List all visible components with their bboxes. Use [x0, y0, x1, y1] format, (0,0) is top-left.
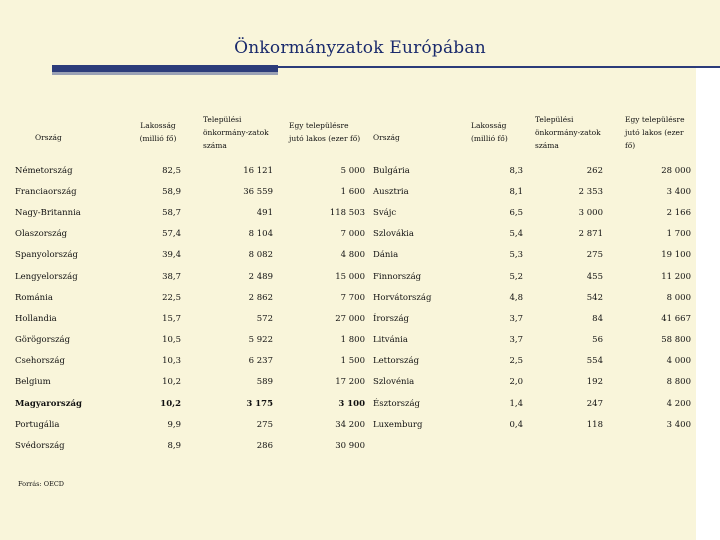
- right-municipalities-cell: 2 871: [578, 229, 603, 240]
- right-population-cell: 3,7: [509, 313, 523, 324]
- table-row: [13, 287, 693, 308]
- left-avg-pop-cell: 1 500: [340, 356, 365, 367]
- left-municipalities-cell: 589: [256, 377, 273, 388]
- header-avg-pop-left: Egy településre jutó lakos (ezer fő): [289, 121, 361, 143]
- right-avg-pop-cell: 2 166: [666, 207, 691, 218]
- header-population-left: Lakosság (millió fő): [139, 121, 177, 143]
- left-population-cell: 10,3: [162, 356, 181, 367]
- left-population-cell: 58,7: [162, 207, 181, 218]
- left-avg-pop-cell: 7 700: [340, 292, 365, 303]
- left-country-cell: Görögország: [15, 335, 71, 346]
- right-population-cell: 8,1: [509, 186, 523, 197]
- left-municipalities-cell: 16 121: [243, 165, 273, 176]
- header-country-left: Ország: [35, 132, 62, 142]
- header-country-right: Ország: [373, 132, 400, 142]
- table-row: [13, 351, 693, 372]
- left-country-cell: Németország: [15, 165, 73, 176]
- left-avg-pop-cell: 1 800: [340, 335, 365, 346]
- left-country-cell: Nagy-Britannia: [15, 207, 81, 218]
- table-row: [13, 224, 693, 245]
- table-row: [13, 245, 693, 266]
- left-municipalities-cell: 3 175: [246, 398, 273, 409]
- right-avg-pop-cell: 3 400: [666, 419, 691, 430]
- table-header-row: [13, 104, 693, 160]
- right-margin-panel: [696, 68, 720, 540]
- left-municipalities-cell: 5 922: [248, 335, 273, 346]
- left-country-cell: Magyarország: [15, 398, 82, 409]
- right-country-cell: Svájc: [373, 207, 397, 218]
- left-avg-pop-cell: 17 200: [335, 377, 365, 388]
- left-avg-pop-cell: 30 900: [335, 441, 365, 452]
- table-row: [13, 393, 693, 414]
- left-avg-pop-cell: 15 000: [335, 271, 365, 282]
- left-municipalities-cell: 2 862: [248, 292, 273, 303]
- right-country-cell: Finnország: [373, 271, 422, 282]
- left-avg-pop-cell: 34 200: [335, 419, 365, 430]
- table-row: [13, 330, 693, 351]
- right-municipalities-cell: 3 000: [578, 207, 603, 218]
- right-population-cell: 2,5: [509, 356, 523, 367]
- left-country-cell: Spanyolország: [15, 250, 78, 261]
- right-municipalities-cell: 455: [586, 271, 603, 282]
- table-row: [13, 372, 693, 393]
- left-municipalities-cell: 491: [256, 207, 273, 218]
- right-avg-pop-cell: 4 200: [666, 398, 691, 409]
- left-population-cell: 10,5: [162, 335, 181, 346]
- right-country-cell: Ausztria: [373, 186, 409, 197]
- right-country-cell: Horvátország: [373, 292, 432, 303]
- left-avg-pop-cell: 5 000: [340, 165, 365, 176]
- table-row: [13, 414, 693, 435]
- right-avg-pop-cell: 28 000: [661, 165, 691, 176]
- left-avg-pop-cell: 7 000: [340, 229, 365, 240]
- right-population-cell: 3,7: [509, 335, 523, 346]
- left-municipalities-cell: 6 237: [248, 356, 273, 367]
- right-avg-pop-cell: 19 100: [661, 250, 691, 261]
- right-population-cell: 0,4: [509, 419, 523, 430]
- right-avg-pop-cell: 1 700: [666, 229, 691, 240]
- municipalities-table: [13, 104, 693, 457]
- left-population-cell: 57,4: [162, 229, 181, 240]
- right-country-cell: Írország: [373, 313, 409, 324]
- right-avg-pop-cell: 58 800: [661, 335, 691, 346]
- table-row: [13, 181, 693, 202]
- page-title: Önkormányzatok Európában: [234, 38, 486, 58]
- left-country-cell: Portugália: [15, 419, 60, 430]
- right-avg-pop-cell: 11 200: [661, 271, 691, 282]
- right-population-cell: 6,5: [509, 207, 523, 218]
- table-row: [13, 202, 693, 223]
- left-country-cell: Franciaország: [15, 186, 77, 197]
- table-row: [13, 266, 693, 287]
- right-avg-pop-cell: 8 000: [666, 292, 691, 303]
- right-country-cell: Szlovákia: [373, 229, 414, 240]
- right-municipalities-cell: 84: [592, 313, 603, 324]
- right-population-cell: 5,2: [509, 271, 523, 282]
- left-municipalities-cell: 8 104: [248, 229, 273, 240]
- left-country-cell: Románia: [15, 292, 53, 303]
- right-municipalities-cell: [525, 435, 605, 456]
- right-country-cell: [367, 435, 457, 456]
- left-municipalities-cell: 8 082: [248, 250, 273, 261]
- right-avg-pop-cell: [605, 435, 693, 456]
- title-rule: [278, 66, 720, 68]
- left-municipalities-cell: 275: [256, 419, 273, 430]
- left-population-cell: 58,9: [162, 186, 181, 197]
- left-country-cell: Svédország: [15, 441, 65, 452]
- right-country-cell: Bulgária: [373, 165, 410, 176]
- left-population-cell: 10,2: [160, 398, 181, 409]
- right-country-cell: Dánia: [373, 250, 399, 261]
- left-population-cell: 9,9: [167, 419, 181, 430]
- left-population-cell: 39,4: [162, 250, 181, 261]
- left-avg-pop-cell: 3 100: [338, 398, 365, 409]
- left-country-cell: Lengyelország: [15, 271, 78, 282]
- right-municipalities-cell: 2 353: [578, 186, 603, 197]
- left-municipalities-cell: 36 559: [243, 186, 273, 197]
- left-municipalities-cell: 572: [256, 313, 273, 324]
- right-avg-pop-cell: 3 400: [666, 186, 691, 197]
- right-country-cell: Luxemburg: [373, 419, 423, 430]
- header-municipalities-left: Települési önkormány-zatok száma: [203, 114, 269, 150]
- right-population-cell: 8,3: [509, 165, 523, 176]
- right-municipalities-cell: 262: [586, 165, 603, 176]
- left-population-cell: 10,2: [162, 377, 181, 388]
- right-municipalities-cell: 192: [586, 377, 603, 388]
- right-avg-pop-cell: 8 800: [666, 377, 691, 388]
- left-avg-pop-cell: 27 000: [335, 313, 365, 324]
- right-population-cell: 4,8: [509, 292, 523, 303]
- right-population-cell: 2,0: [509, 377, 523, 388]
- table-row: [13, 435, 693, 456]
- right-country-cell: Észtország: [373, 398, 420, 409]
- left-municipalities-cell: 2 489: [248, 271, 273, 282]
- right-avg-pop-cell: 4 000: [666, 356, 691, 367]
- left-population-cell: 8,9: [167, 441, 181, 452]
- right-population-cell: 5,4: [509, 229, 523, 240]
- right-municipalities-cell: 275: [586, 250, 603, 261]
- left-population-cell: 82,5: [162, 165, 181, 176]
- right-municipalities-cell: 56: [592, 335, 603, 346]
- left-population-cell: 38,7: [162, 271, 181, 282]
- right-country-cell: Litvánia: [373, 335, 408, 346]
- left-avg-pop-cell: 4 800: [340, 250, 365, 261]
- left-country-cell: Olaszország: [15, 229, 68, 240]
- title-underline-bar: [52, 65, 278, 72]
- source-note: Forrás: OECD: [18, 480, 65, 488]
- right-municipalities-cell: 247: [586, 398, 603, 409]
- right-municipalities-cell: 542: [586, 292, 603, 303]
- left-population-cell: 15,7: [162, 313, 181, 324]
- right-municipalities-cell: 554: [586, 356, 603, 367]
- header-municipalities-right: Települési önkormány-zatok száma: [535, 114, 601, 150]
- left-population-cell: 22,5: [162, 292, 181, 303]
- left-country-cell: Belgium: [15, 377, 51, 388]
- right-population-cell: 5,3: [509, 250, 523, 261]
- right-avg-pop-cell: 41 667: [661, 313, 691, 324]
- left-municipalities-cell: 286: [256, 441, 273, 452]
- left-country-cell: Hollandia: [15, 313, 57, 324]
- header-avg-pop-right: Egy településre jutó lakos (ezer fő): [625, 114, 685, 150]
- left-avg-pop-cell: 118 503: [329, 207, 365, 218]
- table-row: [13, 308, 693, 329]
- right-municipalities-cell: 118: [586, 419, 603, 430]
- right-country-cell: Lettország: [373, 356, 420, 367]
- right-country-cell: Szlovénia: [373, 377, 415, 388]
- table-row: [13, 160, 693, 181]
- right-population-cell: [457, 435, 525, 456]
- header-population-right: Lakosság (millió fő): [471, 121, 508, 143]
- left-country-cell: Csehország: [15, 356, 65, 367]
- left-avg-pop-cell: 1 600: [340, 186, 365, 197]
- right-population-cell: 1,4: [509, 398, 523, 409]
